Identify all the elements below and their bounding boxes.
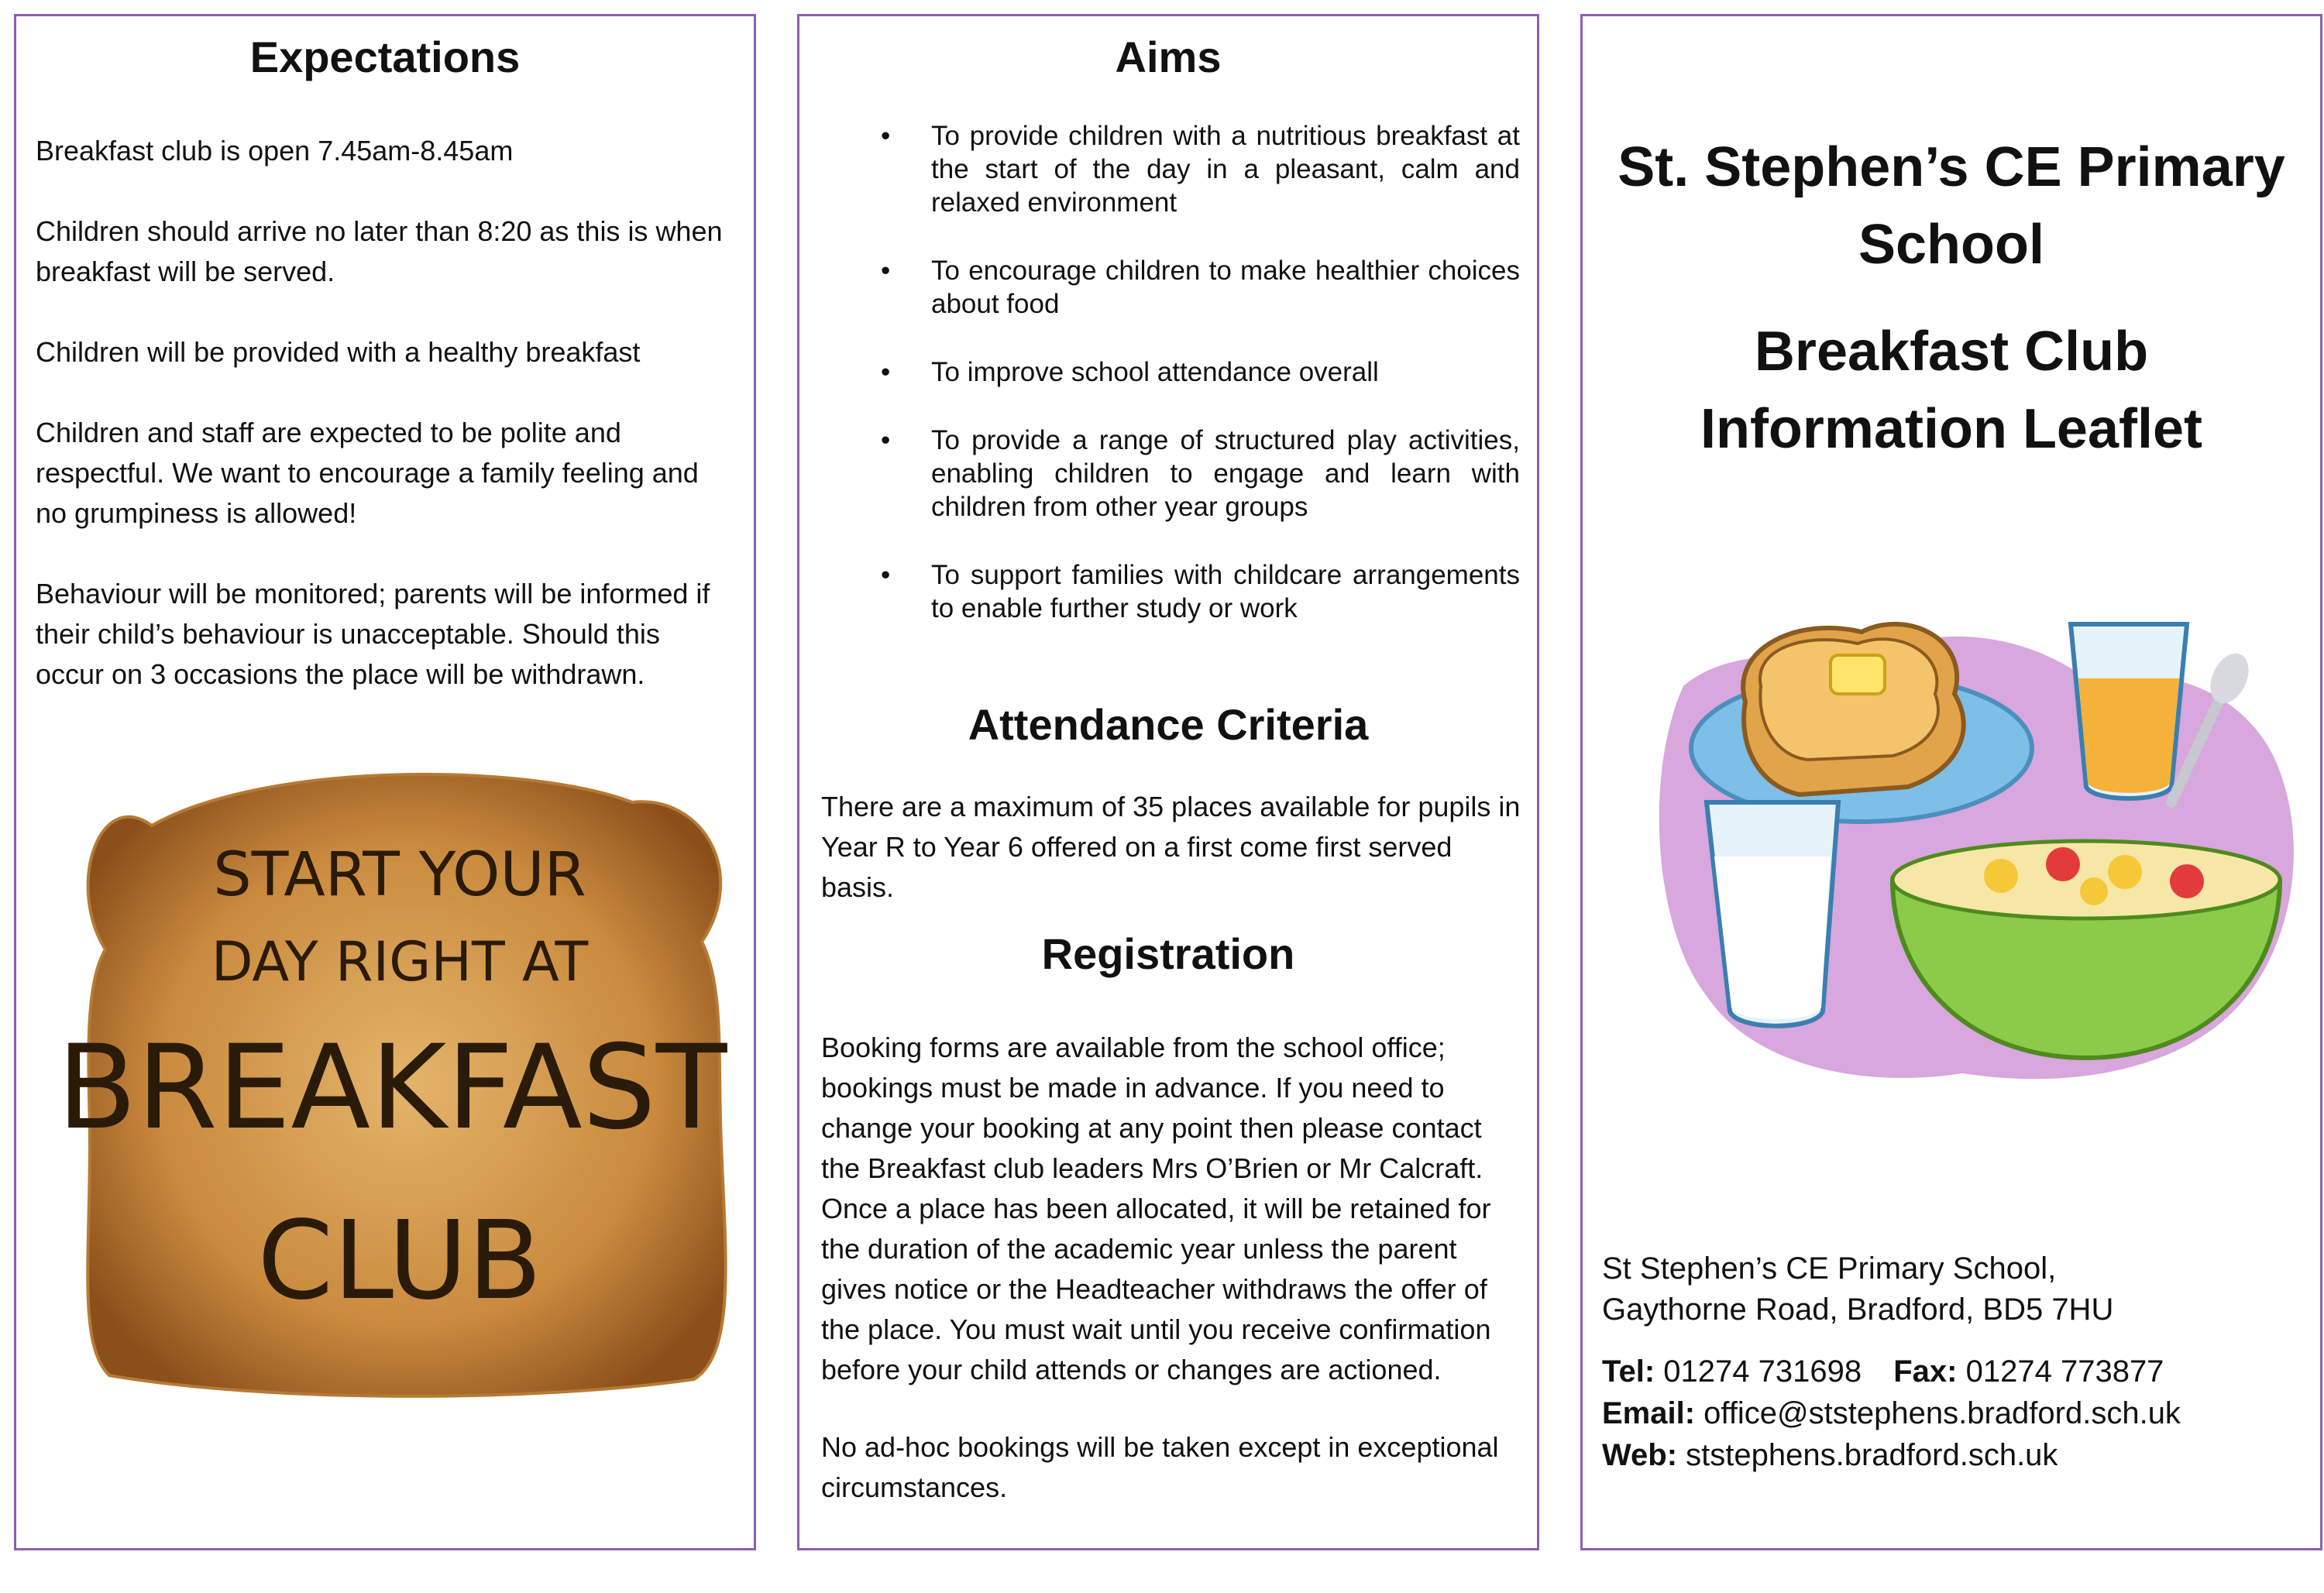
aims-panel <box>797 14 1539 1550</box>
list-item: • To encourage children to make healthier choices about food <box>881 256 1520 319</box>
arrival-time-text: Children should arrive no later than 8:20 as this is when breakfast will be served. <box>36 215 723 287</box>
behaviour-monitoring-text: Behaviour will be monitored; parents will be informed if their child’s behaviour is unacceptable. Should this occur on 3 occasions the place will be withdrawn. <box>36 578 710 690</box>
toast-line-2: DAY RIGHT AT <box>211 930 589 994</box>
cover-panel <box>1580 14 2322 1550</box>
expectations-heading: Expectations <box>249 33 521 81</box>
toast-line-3: BREAKFAST <box>57 1021 727 1155</box>
bullet-icon: • <box>881 121 891 151</box>
list-item: • To support families with childcare arrangements to enable further study or work <box>881 560 1520 623</box>
aims-heading: Aims <box>1115 33 1222 81</box>
list-item: • To provide children with a nutritious breakfast at the start of the day in a pleasant, calm and relaxed environment <box>881 121 1520 218</box>
toast-illustration <box>36 756 748 1414</box>
phone-row <box>1602 1351 2315 1392</box>
behaviour-expectation-text: Children and staff are expected to be polite and respectful. We want to encourage a family feeling and no grumpiness is allowed! <box>36 417 699 529</box>
adhoc-note-text: No ad-hoc bookings will be taken except in exceptional circumstances. <box>821 1431 1499 1503</box>
opening-hours-text: Breakfast club is open 7.45am-8.45am <box>36 135 514 167</box>
list-item: • To provide a range of structured play activities, enabling children to engage and learn with children from other year groups <box>881 425 1520 522</box>
attendance-heading: Attendance Criteria <box>968 700 1369 749</box>
web-row <box>1602 1434 2315 1476</box>
leaflet-title-line-2: Information Leaflet <box>1700 398 2203 460</box>
butter-pat <box>1831 655 1885 694</box>
bullet-icon: • <box>881 560 891 590</box>
tel-number: 01274 731698 <box>1663 1354 1862 1389</box>
registration-heading: Registration <box>1041 929 1295 978</box>
school-name-line-2: School <box>1858 214 2044 276</box>
toast-line-4: CLUB <box>257 1198 542 1324</box>
bullet-icon: • <box>881 357 891 387</box>
email-row <box>1602 1392 2315 1434</box>
fax-label: Fax: <box>1893 1354 1958 1389</box>
email-label: Email: <box>1602 1396 1696 1430</box>
web-link[interactable]: ststephens.bradford.sch.uk <box>1686 1438 2058 1472</box>
aims-list <box>838 119 1520 660</box>
bullet-icon: • <box>881 256 891 286</box>
attendance-text: There are a maximum of 35 places available for pupils in Year R to Year 6 offered on a first come first served basis. <box>821 791 1521 903</box>
toast-line-1: START YOUR <box>213 840 586 910</box>
healthy-breakfast-text: Children will be provided with a healthy breakfast <box>36 336 641 368</box>
school-name-line-1: St. Stephen’s CE Primary <box>1618 136 2285 198</box>
bullet-icon: • <box>881 425 891 455</box>
breakfast-illustration <box>1629 593 2311 1104</box>
web-label: Web: <box>1602 1438 1678 1472</box>
address-line-1: St Stephen’s CE Primary School, <box>1602 1251 2057 1286</box>
address-line-2: Gaythorne Road, Bradford, BD5 7HU <box>1602 1293 2114 1327</box>
leaflet-title-line-1: Breakfast Club <box>1754 321 2149 383</box>
tel-label: Tel: <box>1602 1354 1655 1389</box>
fax-number: 01274 773877 <box>1965 1354 2164 1389</box>
expectations-panel <box>14 14 756 1550</box>
registration-text: Booking forms are available from the school office; bookings must be made in advance. If you need to change your booking at any point then please contact the Breakfast club leaders Mrs O’Brien or Mr Calcraft. Once a place has been allocated, it will be retained for the duration of the academic year unless the parent gives notice or the Headteacher withdraws the offer of the place. You must wait until you receive confirmation before your child attends or changes are actioned. <box>821 1032 1491 1385</box>
list-item: • To improve school attendance overall <box>881 357 1379 387</box>
email-link[interactable]: office@ststephens.bradford.sch.uk <box>1703 1396 2181 1430</box>
